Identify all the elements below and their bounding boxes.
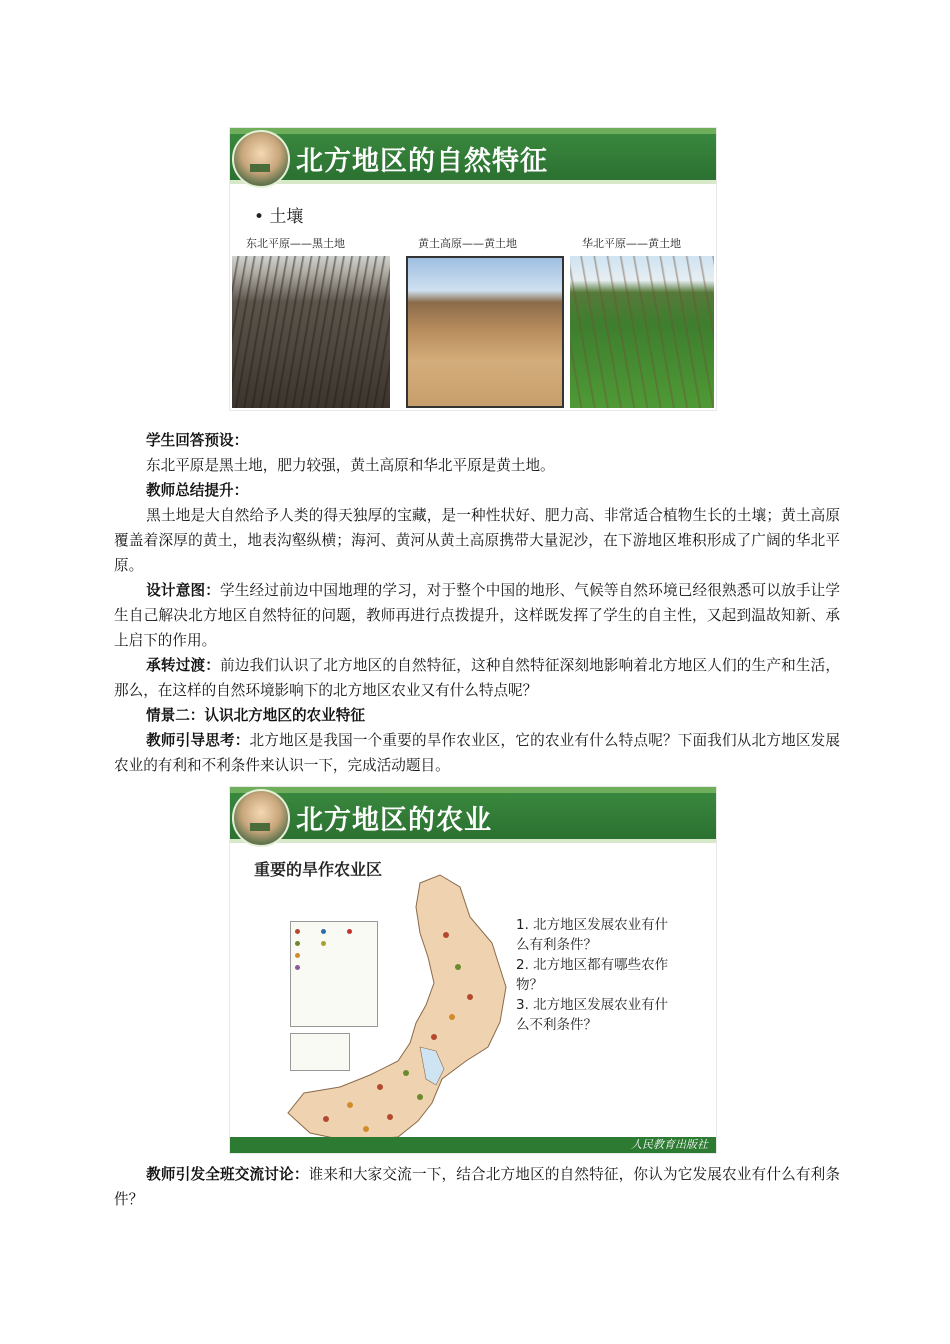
header-strip xyxy=(230,128,716,134)
slide-agriculture xyxy=(230,787,716,1153)
crop-marker xyxy=(417,1094,423,1100)
crop-marker xyxy=(323,1116,329,1122)
para-student-answer: 东北平原是黑土地，肥力较强，黄土高原和华北平原是黄土地。 xyxy=(146,457,555,474)
crop-marker xyxy=(431,1034,437,1040)
header-strip xyxy=(230,180,716,184)
header-strip xyxy=(230,839,716,843)
slide-logo-icon xyxy=(232,130,290,188)
legend-row xyxy=(321,940,328,947)
header-strip xyxy=(230,787,716,793)
slide-logo-icon xyxy=(232,789,290,847)
question-line: 么有利条件？ xyxy=(516,937,597,953)
map-heading: 重要的旱作农业区 xyxy=(254,860,383,879)
crop-marker xyxy=(347,1102,353,1108)
caption-loess: 黄土高原——黄土地 xyxy=(418,237,517,250)
para-design-intent: 设计意图：学生经过前边中国地理的学习，对于整个中国的地形、气候等自然环境已经很熟悉可以放手让学生自己解决北方地区自然特征的问题，教师再进行点拨提升，这样既发挥了学生的自主性，又起到温故知新、承上启下的作用。 xyxy=(114,582,840,649)
question-line: 物？ xyxy=(516,977,543,993)
activity-questions xyxy=(516,915,706,1035)
logo-detail xyxy=(250,823,270,831)
crop-marker xyxy=(443,932,449,938)
para-teacher-summary: 黑土地是大自然给予人类的得天独厚的宝藏，是一种性状好、肥力高、非常适合植物生长的土壤；黄土高原覆盖着深厚的黄土，地表沟壑纵横；海河、黄河从黄土高原携带大量泥沙，在下游地区堆积形成了广阔的华北平原。 xyxy=(114,507,840,574)
para-scene-two: 情景二：认识北方地区的农业特征 xyxy=(146,707,365,724)
crop-marker xyxy=(377,1084,383,1090)
logo-detail xyxy=(250,164,270,172)
crop-marker xyxy=(403,1070,409,1076)
legend-row xyxy=(295,928,302,935)
para-class-discussion: 教师引发全班交流讨论：谁来和大家交流一下，结合北方地区的自然特征，你认为它发展农业有什么有利条件？ xyxy=(114,1166,840,1208)
bullet-soil: • 土壤 xyxy=(254,207,304,227)
crop-marker xyxy=(387,1114,393,1120)
caption-northeast: 东北平原——黑土地 xyxy=(246,237,345,250)
legend-row xyxy=(295,940,302,947)
slide-title: 北方地区的农业 xyxy=(296,805,492,836)
map-legend-areas xyxy=(290,1033,350,1071)
slide-footer xyxy=(230,1137,716,1153)
question-line: 1. 北方地区发展农业有什 xyxy=(516,917,669,933)
publisher-logo: 人民教育出版社 xyxy=(631,1138,708,1151)
crop-marker xyxy=(467,994,473,1000)
photo-black-soil-field xyxy=(232,256,390,408)
photo-loess-plateau xyxy=(406,256,564,408)
photo-north-china-field xyxy=(570,256,714,408)
legend-row xyxy=(347,928,354,935)
slide-title: 北方地区的自然特征 xyxy=(296,146,548,177)
crop-marker xyxy=(455,964,461,970)
question-line: 2. 北方地区都有哪些农作 xyxy=(516,957,669,973)
question-line: 3. 北方地区发展农业有什 xyxy=(516,997,669,1013)
crop-marker xyxy=(449,1014,455,1020)
question-line: 么不利条件？ xyxy=(516,1017,597,1033)
para-teacher-guide: 教师引导思考：北方地区是我国一个重要的旱作农业区，它的农业有什么特点呢？下面我们从北方地区发展农业的有利和不利条件来认识一下，完成活动题目。 xyxy=(114,732,840,774)
para-student-answer-label: 学生回答预设： xyxy=(146,432,249,449)
slide-natural-features xyxy=(230,128,716,410)
para-teacher-summary-label: 教师总结提升： xyxy=(146,482,249,499)
legend-row xyxy=(295,952,302,959)
para-transition: 承转过渡：前边我们认识了北方地区的自然特征，这种自然特征深刻地影响着北方地区人们的生产和生活，那么，在这样的自然环境影响下的北方地区农业又有什么特点呢？ xyxy=(114,657,840,699)
map-legend xyxy=(290,921,378,1027)
legend-row xyxy=(321,928,328,935)
caption-north-china: 华北平原——黄土地 xyxy=(582,237,681,250)
legend-row xyxy=(295,964,302,971)
crop-marker xyxy=(363,1126,369,1132)
